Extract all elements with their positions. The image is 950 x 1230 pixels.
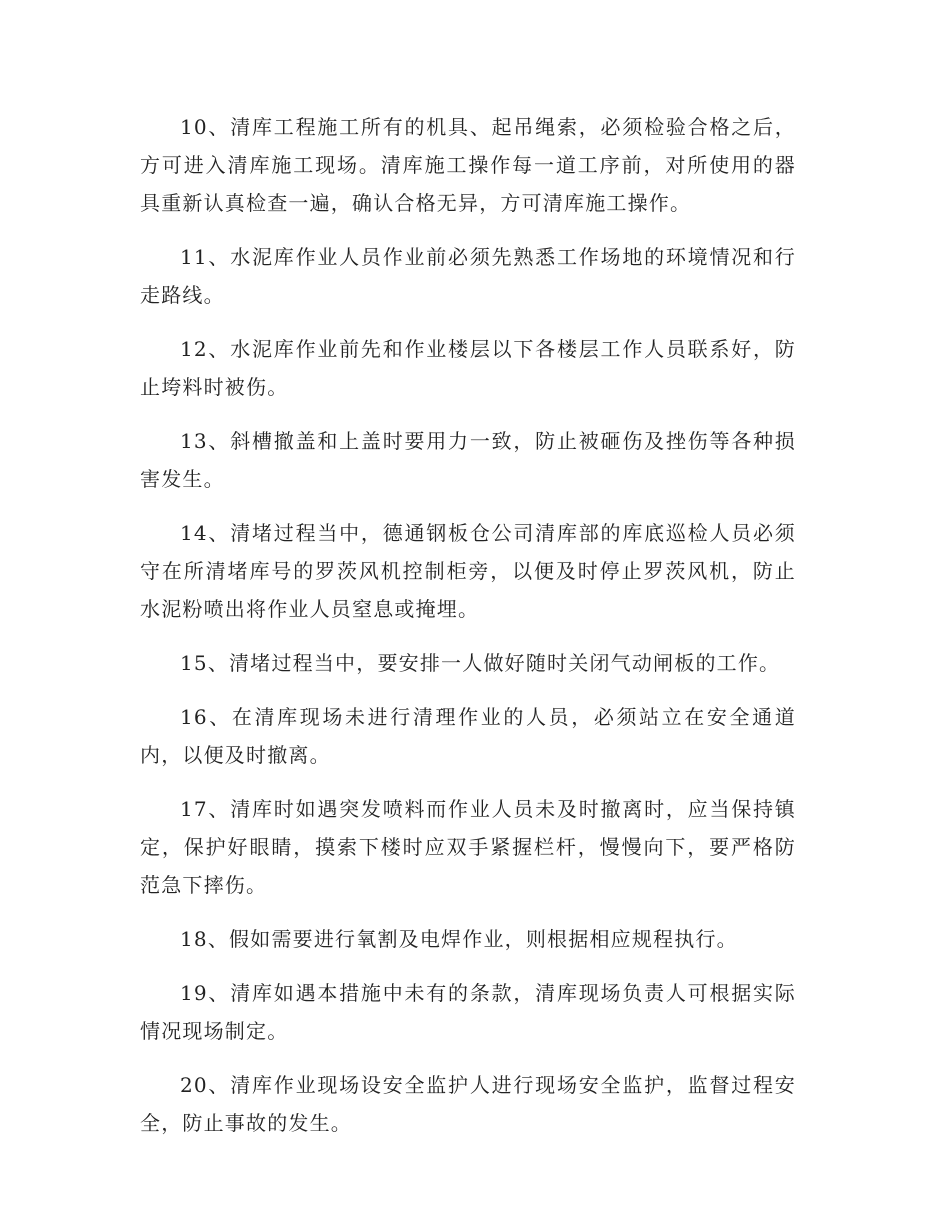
paragraph-item-14: 14、清堵过程当中，德通钢板仓公司清库部的库底巡检人员必须守在所清堵库号的罗茨风机控制柜旁，以便及时停止罗茨风机，防止水泥粉喷出将作业人员窒息或掩埋。 — [140, 521, 796, 621]
paragraph-item-16: 16、在清库现场未进行清理作业的人员，必须站立在安全通道内，以便及时撤离。 — [140, 705, 796, 767]
paragraph-item-20: 20、清库作业现场设安全监护人进行现场安全监护，监督过程安全，防止事故的发生。 — [140, 1073, 796, 1135]
paragraph-item-18: 18、假如需要进行氧割及电焊作业，则根据相应规程执行。 — [180, 927, 738, 951]
paragraph-item-11: 11、水泥库作业人员作业前必须先熟悉工作场地的环境情况和行走路线。 — [140, 245, 796, 307]
document-body — [140, 108, 796, 1158]
paragraph-item-19: 19、清库如遇本措施中未有的条款，清库现场负责人可根据实际情况现场制定。 — [140, 981, 796, 1043]
paragraph-item-17: 17、清库时如遇突发喷料而作业人员未及时撤离时，应当保持镇定，保护好眼睛，摸索下楼时应双手紧握栏杆，慢慢向下，要严格防范急下摔伤。 — [140, 797, 796, 897]
paragraph-item-13: 13、斜槽撤盖和上盖时要用力一致，防止被砸伤及挫伤等各种损害发生。 — [140, 429, 796, 491]
paragraph-item-12: 12、水泥库作业前先和作业楼层以下各楼层工作人员联系好，防止垮料时被伤。 — [140, 337, 796, 399]
paragraph-item-15: 15、清堵过程当中，要安排一人做好随时关闭气动闸板的工作。 — [180, 651, 781, 675]
paragraph-item-10: 10、清库工程施工所有的机具、起吊绳索，必须检验合格之后，方可进入清库施工现场。清库施工操作每一道工序前，对所使用的器具重新认真检查一遍，确认合格无异，方可清库施工操作。 — [140, 115, 796, 215]
